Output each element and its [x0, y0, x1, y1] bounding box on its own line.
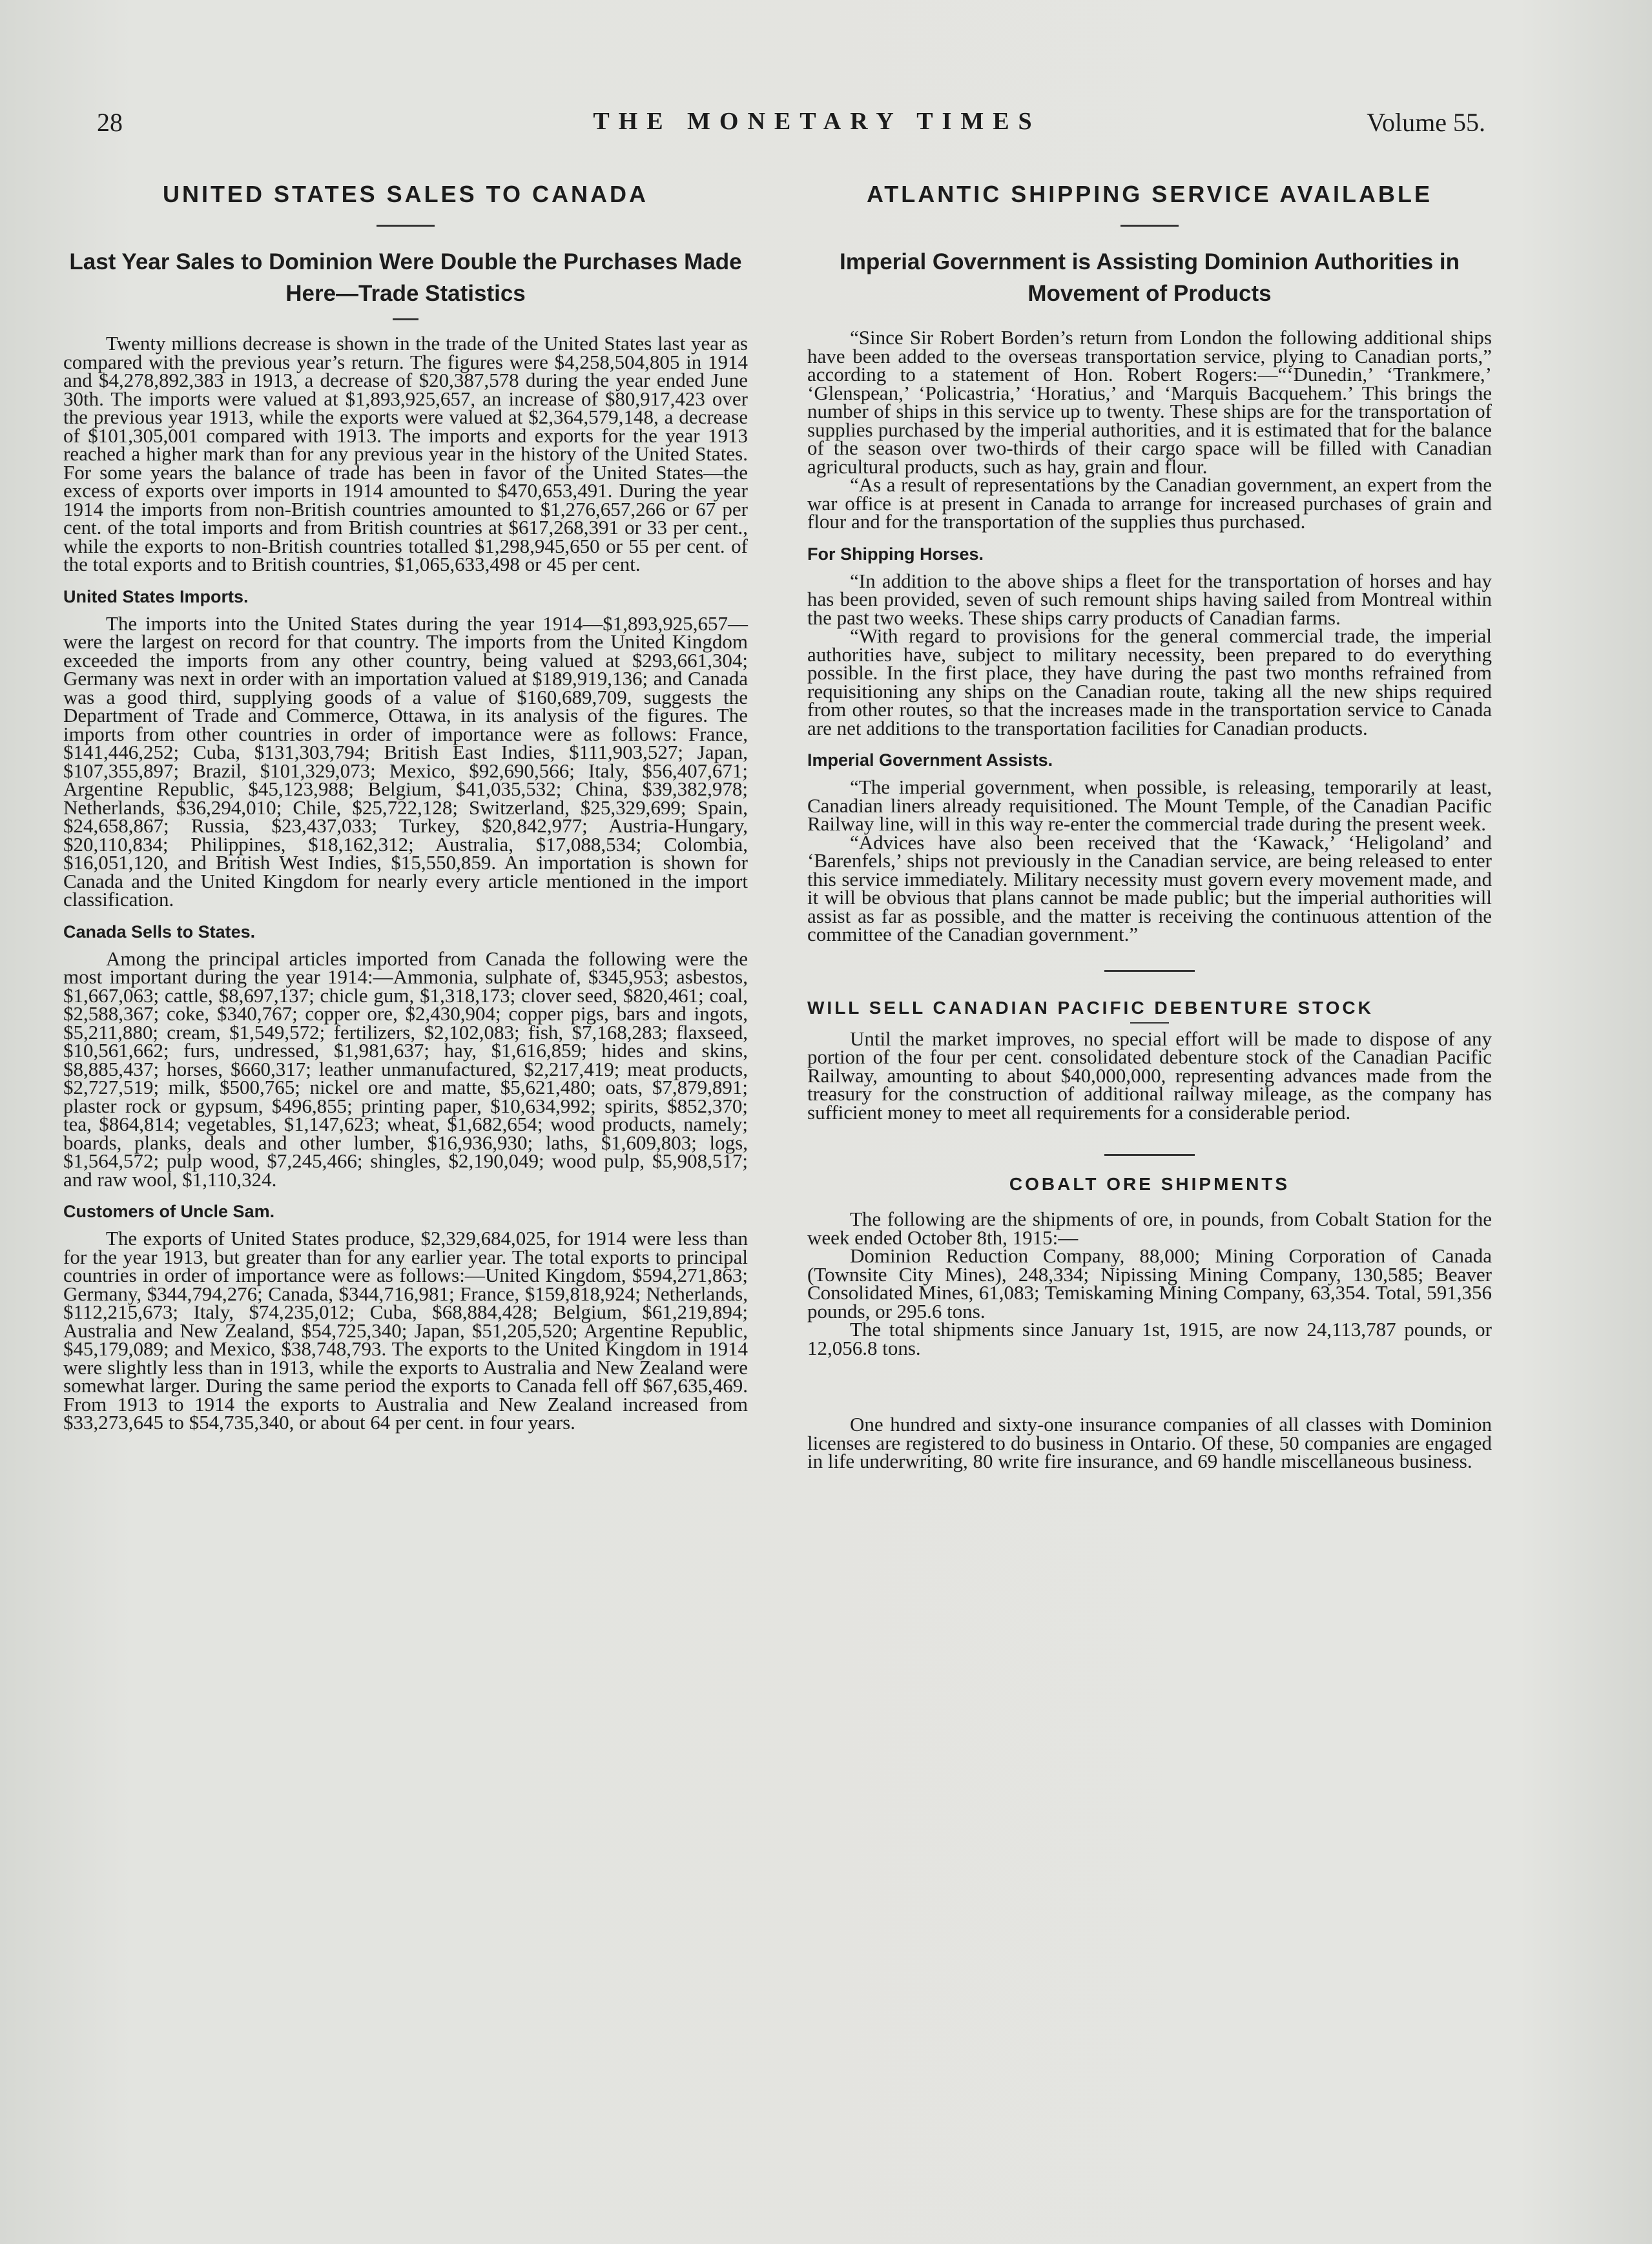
volume-label: Volume 55. — [1367, 108, 1485, 137]
paragraph: One hundred and sixty-one insurance companies of all classes with Dominion licenses are registered to do business in Ontario. Of these, 50 companies are engaged in life underwriting, 80 write fire insurance, and 69 handle miscellaneous business. — [807, 1413, 1492, 1472]
divider — [393, 318, 418, 320]
left-column — [63, 181, 748, 1432]
subheading-canada-sells: Canada Sells to States. — [63, 921, 256, 942]
paragraph: The exports of United States produce, $2,329,684,025, for 1914 were less than for the year 1913, but greater than for any earlier year. The total exports to principal countries in order of importance were as follows:—United Kingdom, $594,271,863; Germany, $344,794,276; Canada, $344,716,981; France, $159,818,924; Netherlands, $112,215,673; Italy, $74,235,012; Cuba, $68,884,428; Belgium, $61,219,894; Australia and New Zealand, $54,725,340; Japan, $51,205,520; Argentine Republic, $45,179,089; and Mexico, $38,748,793. The exports to the United Kingdom in 1914 were slightly less than in 1913, while the exports to Australia and New Zealand were somewhat larger. During the same period the exports to Canada fell off $67,635,469. From 1913 to 1914 the exports to Australia and New Zealand increased from $33,273,645 to $54,735,340, or about 64 per cent. in four years. — [63, 1227, 748, 1434]
paragraph: The total shipments since January 1st, 1915, are now 24,113,787 pounds, or 12,056.8 tons. — [807, 1318, 1492, 1359]
subheading-shipping-horses: For Shipping Horses. — [807, 544, 984, 564]
article-subtitle-atlantic-shipping: Imperial Government is Assisting Dominion Authorities in Movement of Products — [839, 249, 1460, 306]
section-divider — [1104, 1154, 1195, 1156]
paragraph: The following are the shipments of ore, in pounds, from Cobalt Station for the week ended October 8th, 1915:— — [807, 1208, 1492, 1249]
page-number: 28 — [97, 108, 123, 137]
paragraph: The imports into the United States during the year 1914—$1,893,925,657—were the largest on record for that country. The imports from the United Kingdom exceeded the imports from any other country, being valued at $293,661,304; Germany was next in order with an importation valued at $189,919,136; and Canada was a good third, supplying goods of a value of $160,689,709, suggests the Department of Trade and Commerce, Ottawa, in its analysis of the figures. The imports from other countries in order of importance were as follows: France, $141,446,252; Cuba, $131,303,794; British East Indies, $111,903,527; Japan, $107,355,897; Brazil, $101,329,073; Mexico, $92,690,566; Italy, $56,407,671; Argentine Republic, $45,123,988; Belgium, $41,035,532; China, $39,382,978; Netherlands, $36,294,010; Chile, $25,722,128; Switzerland, $25,329,699; Spain, $24,658,867; Russia, $23,437,033; Turkey, $20,842,977; Austria-Hungary, $20,110,834; Philippines, $18,162,312; Australia, $17,088,534; Colombia, $16,051,120, and British West Indies, $15,550,859. An importation is shown for Canada and the United Kingdom for nearly every article mentioned in the import classification. — [63, 612, 748, 911]
article-title-cobalt-ore: COBALT ORE SHIPMENTS — [1009, 1174, 1290, 1194]
subheading-us-imports: United States Imports. — [63, 586, 249, 606]
running-header — [97, 107, 1485, 146]
paragraph: “In addition to the above ships a fleet for the transportation of horses and hay has been provided, seven of such remount ships having sailed from Montreal within the past two weeks. These ships carry products of Canadian farms. — [807, 569, 1492, 629]
paragraph: “With regard to provisions for the general commercial trade, the imperial authorities have, subject to military necessity, been prepared to do everything possible. In the first place, they have during the past two months refrained from requisitioning any ships on the Canadian route, taking all the new ships required from other routes, so that the increases made in the transportation service to Canada are net additions to the transportation facilities for Canadian products. — [807, 624, 1492, 739]
subheading-imperial-assists: Imperial Government Assists. — [807, 750, 1053, 770]
section-divider — [1104, 970, 1195, 972]
right-column — [807, 181, 1492, 1471]
divider — [377, 225, 435, 227]
article-title-cpr-debenture: WILL SELL CANADIAN PACIFIC DEBENTURE STOCK — [807, 997, 1374, 1018]
article-title-atlantic-shipping: ATLANTIC SHIPPING SERVICE AVAILABLE — [866, 181, 1433, 207]
article-subtitle-us-sales: Last Year Sales to Dominion Were Double the Purchases Made Here—Trade Statistics — [69, 249, 742, 306]
paragraph: “As a result of representations by the Canadian government, an expert from the war office is at present in Canada to arrange for increased purchases of grain and flour and for the transportation of the supplies thus purchased. — [807, 473, 1492, 533]
paragraph: Dominion Reduction Company, 88,000; Mining Corporation of Canada (Townsite City Mines), 248,334; Nipissing Mining Company, 130,585; Beaver Consolidated Mines, 61,083; Temiskaming Mining Company, 63,354. Total, 591,356 pounds, or 295.6 tons. — [807, 1244, 1492, 1323]
paragraph: Until the market improves, no special effort will be made to dispose of any portion of the four per cent. consolidated debenture stock of the Canadian Pacific Railway, amounting to about $40,000,000, representing advances made from the treasury for the construction of additional railway mileage, as the company has sufficient money to meet all requirements for a considerable period. — [807, 1027, 1492, 1124]
paragraph: Among the principal articles imported from Canada the following were the most important during the year 1914:—Ammonia, sulphate of, $345,953; asbestos, $1,667,063; cattle, $8,697,137; chicle gum, $1,318,173; clover seed, $820,461; coal, $2,588,367; coke, $340,767; copper ore, $2,430,904; copper pigs, bars and ingots, $5,211,880; cream, $1,549,572; fertilizers, $2,102,083; fish, $7,168,283; flaxseed, $10,561,662; furs, undressed, $1,981,637; hay, $1,616,859; hides and skins, $8,885,437; horses, $660,317; leather unmanufactured, $2,217,419; meat products, $2,727,519; milk, $500,765; nickel ore and matte, $5,621,480; oats, $7,879,891; plaster rock or gypsum, $496,855; printing paper, $10,634,992; spirits, $852,370; tea, $864,814; vegetables, $1,147,623; wheat, $1,682,654; wood products, namely; boards, planks, deals and other lumber, $16,936,930; laths, $1,609,803; logs, $1,564,572; pulp wood, $7,245,466; shingles, $2,190,049; wood pulp, $5,908,517; and raw wool, $1,110,324. — [63, 947, 748, 1191]
divider — [1130, 1022, 1169, 1024]
paragraph: “Since Sir Robert Borden’s return from London the following additional ships have been added to the overseas transportation service, plying to Canadian ports,” according to a statement of Hon. Robert Rogers:—“‘Dunedin,’ ‘Trankmere,’ ‘Glenspean,’ ‘Policastria,’ ‘Horatius,’ and ‘Marquis Bacquehem.’ This brings the number of ships in this service up to twenty. These ships are for the transportation of supplies purchased by the imperial authorities, and it is estimated that for the balance of the season over two-thirds of their cargo space will be filled with Canadian agricultural products, such as hay, grain and flour. — [807, 326, 1492, 478]
article-title-us-sales: UNITED STATES SALES TO CANADA — [162, 181, 649, 207]
publication-title: THE MONETARY TIMES — [593, 108, 1041, 135]
subheading-customers: Customers of Uncle Sam. — [63, 1202, 275, 1221]
paragraph: “Advices have also been received that the ‘Kawack,’ ‘Heligoland’ and ‘Barenfels,’ ships not previously in the Canadian service, are being released to enter this service immediately. Military necessity must govern every movement made, and it will be obvious that plans cannot be made public; but the imperial authorities will assist as far as possible, and the matter is receiving the continuous attention of the committee of the Canadian government.” — [807, 830, 1492, 945]
paragraph: Twenty millions decrease is shown in the trade of the United States last year as compared with the previous year’s return. The figures were $4,258,504,805 in 1914 and $4,278,892,383 in 1913, a decrease of $20,387,578 during the year ended June 30th. The imports were valued at $1,893,925,657, an increase of $80,917,423 over the previous year 1913, while the exports were valued at $2,364,579,148, a decrease of $101,305,001 compared with 1913. The imports and exports for the year 1913 reached a higher mark than for any previous year in the history of the United States. For some years the balance of trade has been in favor of the United States—the excess of exports over imports in 1914 amounted to $470,653,491. During the year 1914 the imports from non-British countries amounted to $1,276,657,266 or 67 per cent. of the total imports and from British countries at $617,268,391 or 33 per cent., while the exports to non-British countries totalled $1,298,945,650 or 55 per cent. of the total exports and to British countries, $1,065,633,498 or 45 per cent. — [63, 332, 748, 575]
paragraph: “The imperial government, when possible, is releasing, temporarily at least, Canadian liners already requisitioned. The Mount Temple, of the Canadian Pacific Railway line, will in this way re-enter the commercial trade during the present week. — [807, 776, 1492, 835]
divider — [1120, 225, 1179, 227]
